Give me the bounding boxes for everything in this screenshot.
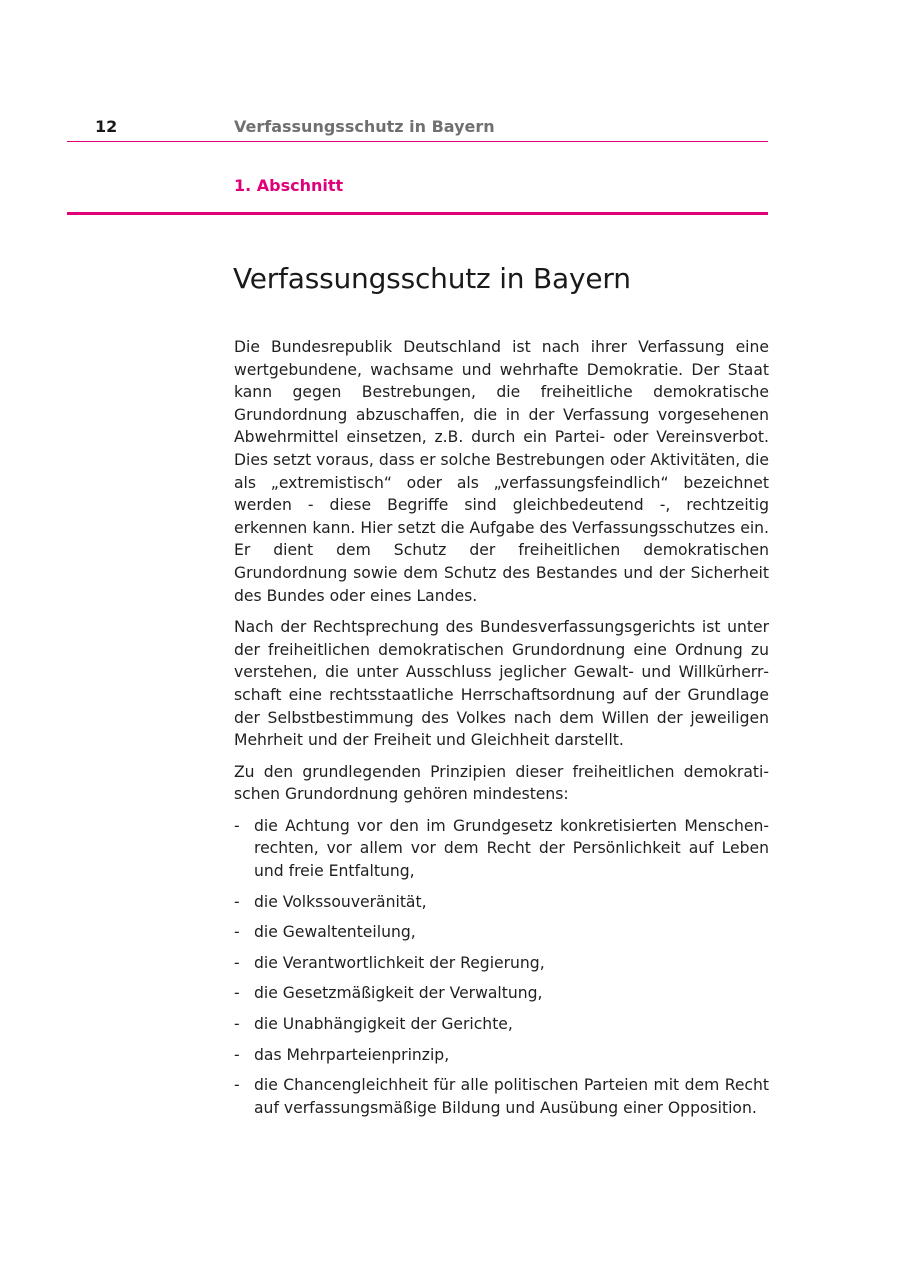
body-text	[234, 336, 769, 1127]
section-divider	[67, 212, 768, 215]
list-marker: -	[234, 984, 240, 1003]
list-item	[234, 1074, 769, 1119]
list-marker: -	[234, 953, 240, 972]
list-item-text: die Unabhängigkeit der Gerichte,	[254, 1015, 513, 1034]
paragraph-principles-lead: Zu den grundlegenden Prinzipien dieser freiheitlichen demokratischen Grundordnung gehören mindestens:	[234, 762, 769, 804]
list-item	[234, 1044, 769, 1067]
section-label: 1. Abschnitt	[234, 176, 344, 195]
running-header-title: Verfassungsschutz in Bayern	[234, 117, 495, 136]
list-item	[234, 982, 769, 1005]
list-item	[234, 1013, 769, 1036]
list-item-text: die Gesetzmäßigkeit der Verwaltung,	[254, 984, 543, 1003]
list-marker: -	[234, 816, 240, 835]
list-marker: -	[234, 1045, 240, 1064]
list-item-text: die Verantwortlichkeit der Regierung,	[254, 953, 545, 972]
list-marker: -	[234, 1015, 240, 1034]
list-item-text: das Mehrparteienprinzip,	[254, 1045, 450, 1064]
list-item-text: die Achtung vor den im Grundgesetz konkretisierten Menschenrechten, vor allem vor dem Recht der Persönlichkeit auf Leben und freie Entfaltung,	[254, 816, 769, 881]
paragraph-definition: Nach der Rechtsprechung des Bundesverfassungsgerichts ist unter der freiheitlichen demokratischen Grundordnung eine Ordnung zu verstehen, die unter Ausschluss jeglicher Gewalt- und Willkürherrschaft eine rechtsstaatliche Herrschaftsordnung auf der Grundlage der Selbstbestimmung des Volkes nach dem Willen der jeweiligen Mehrheit und der Freiheit und Gleichheit darstellt.	[234, 618, 769, 750]
list-item	[234, 921, 769, 944]
list-marker: -	[234, 892, 240, 911]
list-marker: -	[234, 1076, 240, 1095]
page-number: 12	[95, 117, 118, 136]
list-item-text: die Chancengleichheit für alle politischen Parteien mit dem Recht auf verfassungsmäßige Bildung und Ausübung einer Opposition.	[254, 1076, 769, 1117]
paragraph-intro: Die Bundesrepublik Deutschland ist nach ihrer Verfassung eine wertgebundene, wachsame und wehrhafte Demokratie. Der Staat kann gegen Bestrebungen, die freiheitliche demokratische Grundordnung abzuschaffen, die in der Verfassung vorgesehenen Abwehrmittel einsetzen, z.B. durch ein Partei- oder Vereinsverbot. Dies setzt voraus, dass er solche Bestrebungen oder Aktivitäten, die als „extremistisch“ oder als „verfassungsfeindlich“ bezeichnet werden - diese Begriffe sind gleichbedeutend -, rechtzeitig erkennen kann. Hier setzt die Aufgabe des Verfassungsschutzes ein. Er dient dem Schutz der freiheitlichen demokratischen Grundordnung sowie dem Schutz des Bestandes und der Sicherheit des Bundes oder eines Landes.	[234, 338, 769, 605]
list-item	[234, 952, 769, 975]
list-marker: -	[234, 923, 240, 942]
principles-list	[234, 815, 769, 1120]
list-item-text: die Gewaltenteilung,	[254, 923, 416, 942]
header-divider	[67, 141, 768, 142]
page-title: Verfassungsschutz in Bayern	[233, 262, 631, 295]
list-item	[234, 815, 769, 883]
list-item	[234, 891, 769, 914]
list-item-text: die Volkssouveränität,	[254, 892, 427, 911]
